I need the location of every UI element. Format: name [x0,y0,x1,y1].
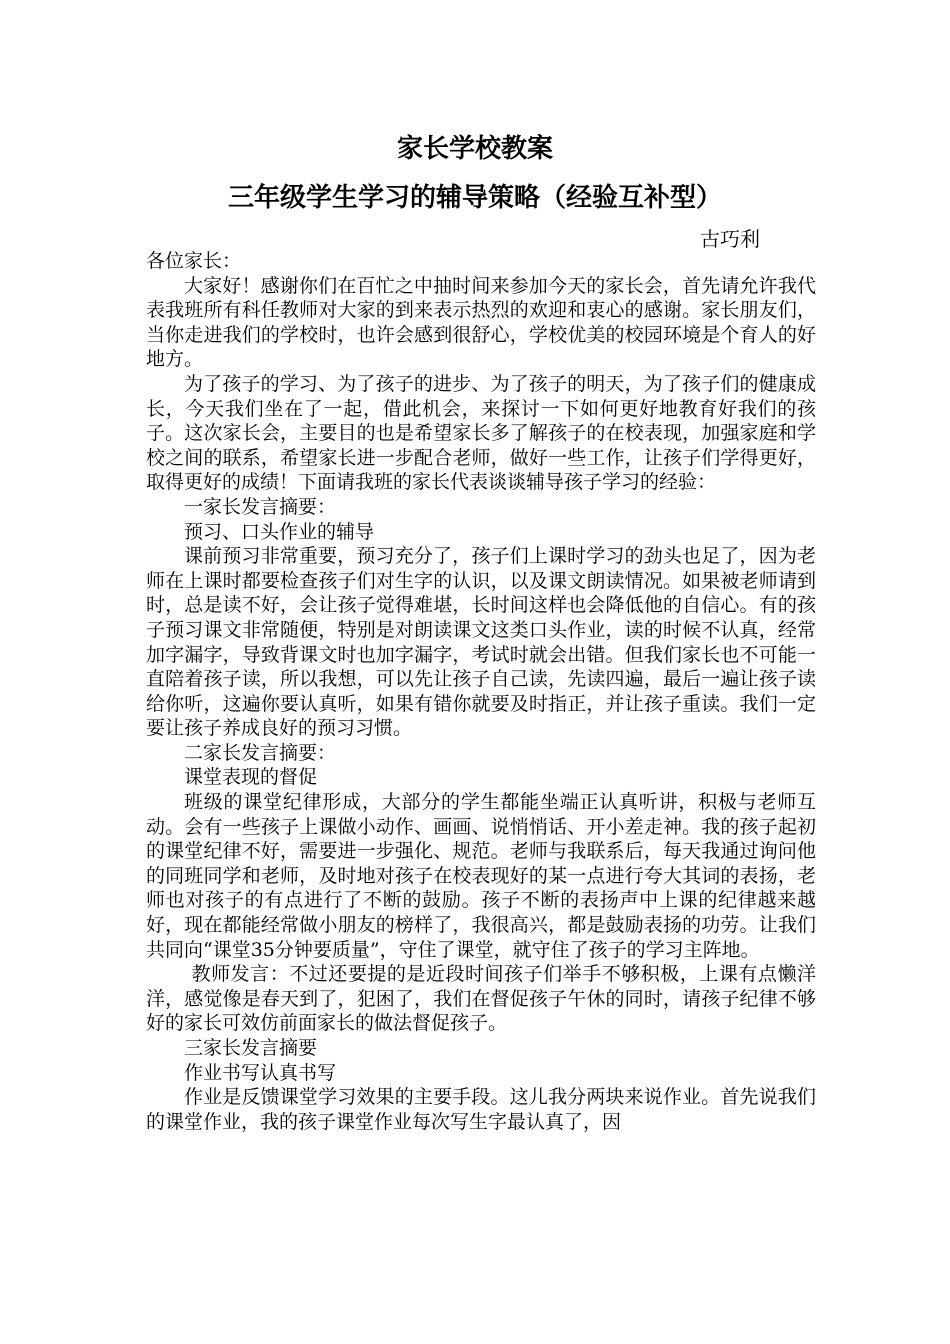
section-subheading-classroom: 课堂表现的督促 [184,766,318,789]
author-name: 古巧利 [700,227,760,251]
paragraph-welcome: 大家好！感谢你们在百忙之中抽时间来参加今天的家长会，首先请允许我代表我班所有科任教师对大家的到来表示热烈的欢迎和衷心的感谢。家长朋友们，当你走进我们的学校时，也许会感到很舒心，学校优美的校园环境是个育人的好地方。 [146,274,816,371]
section-heading-parent-3: 三家长发言摘要 [184,1037,318,1059]
section-subheading-homework: 作业书写认真书写 [184,1061,337,1084]
document-body [146,249,816,1134]
section-subheading-preview: 预习、口头作业的辅导 [184,520,375,543]
document-title: 家长学校教案 [396,134,553,164]
paragraph-preview: 课前预习非常重要，预习充分了，孩子们上课时学习的劲头也足了，因为老师在上课时都要检查孩子们对生字的认识，以及课文朗读情况。如果被老师请到时，总是读不好，会让孩子觉得难堪，长时间这样也会降低他的自信心。有的孩子预习课文非常随便，特别是对朗读课文这类口头作业，读的时候不认真，经常加字漏字，导致背课文时也加字漏字，考试时就会出错。但我们家长也不可能一直陪着孩子读，所以我想，可以先让孩子自己读，先读四遍，最后一遍让孩子读给你听，这遍你要认真听，如果有错你就要及时指正，并让孩子重读。我们一定要让孩子养成良好的预习习惯。 [146,545,816,740]
greeting: 各位家长： [146,250,242,272]
paragraph-teacher-remark: 教师发言：不过还要提的是近段时间孩子们举手不够积极，上课有点懒洋洋，感觉像是春天到了，犯困了，我们在督促孩子午休的同时，请孩子纪律不够好的家长可效仿前面家长的做法督促孩子。 [146,963,816,1035]
paragraph-purpose: 为了孩子的学习、为了孩子的进步、为了孩子的明天，为了孩子们的健康成长，今天我们坐在了一起，借此机会，来探讨一下如何更好地教育好我们的孩子。这次家长会，主要目的也是希望家长多了解孩子的在校表现，加强家庭和学校之间的联系，希望家长进一步配合老师，做好一些工作，让孩子们学得更好，取得更好的成绩！下面请我班的家长代表谈谈辅导孩子学习的经验： [146,372,816,494]
paragraph-homework: 作业是反馈课堂学习效果的主要手段。这儿我分两块来说作业。首先说我们的课堂作业，我的孩子课堂作业每次写生字最认真了，因 [146,1086,816,1133]
section-heading-parent-1: 一家长发言摘要： [184,495,337,518]
document-subtitle: 三年级学生学习的辅导策略（经验互补型） [227,183,722,213]
section-heading-parent-2: 二家长发言摘要： [184,741,337,764]
paragraph-classroom: 班级的课堂纪律形成，大部分的学生都能坐端正认真听讲，积极与老师互动。会有一些孩子上课做小动作、画画、说悄悄话、开小差走神。我的孩子起初的课堂纪律不好，需要进一步强化、规范。老师与我联系后，每天我通过询问他的同班同学和老师，及时地对孩子在校表现好的某一点进行夸大其词的表扬，老师也对孩子的有点进行了不断的鼓励。孩子不断的表扬声中上课的纪律越来越好，现在都能经常做小朋友的榜样了，我很高兴，都是鼓励表扬的功劳。让我们共同向“课堂35分钟要质量”，守住了课堂，就守住了孩子的学习主阵地。 [146,791,816,961]
